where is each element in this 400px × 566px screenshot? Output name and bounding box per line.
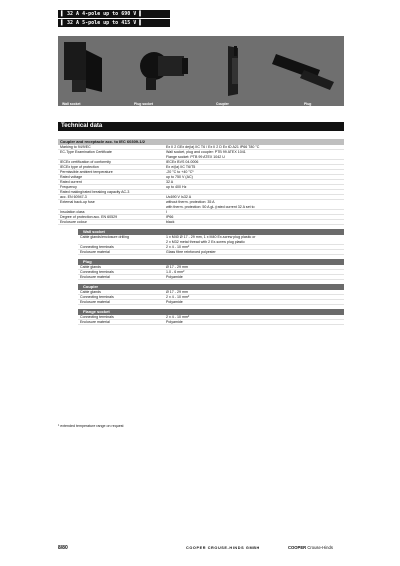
brand-rest: Crouse-Hinds — [306, 545, 333, 550]
row-label: Connecting terminals — [80, 315, 114, 319]
row-label: Rated making/rated breaking capacity AC-3 — [60, 190, 130, 194]
row-value-line: Polyamide — [166, 320, 183, 324]
plug-socket-image — [140, 52, 188, 90]
row-label: Degree of protection acc. EN 60529 — [60, 215, 118, 219]
section-table — [78, 290, 344, 305]
section-table — [78, 265, 344, 280]
row-label: Cable glands — [80, 290, 101, 294]
product-captions — [58, 102, 344, 108]
row-value-line: U≤690 V I≤32 A — [166, 195, 192, 199]
row-value-line: Glass fibre reinforced polyester — [166, 250, 216, 254]
plug-image — [272, 54, 334, 90]
section-block — [58, 229, 344, 255]
page-number: 8/80 — [58, 545, 68, 551]
section-block — [58, 309, 344, 325]
row-label: Permissible ambient temperature — [60, 170, 113, 174]
product-photo-strip — [58, 36, 344, 106]
row-value — [166, 300, 342, 305]
row-value — [166, 200, 342, 210]
caption-plug: Plug — [304, 102, 312, 106]
row-value-line: Wall socket, plug and coupler: PTB 99 ATEX 1041 — [166, 150, 246, 154]
row-value-line: 2 x 4 - 10 mm² — [166, 295, 190, 299]
data-row — [58, 200, 344, 210]
row-value-line: Ex e/(ia) IIC T6/T5 — [166, 165, 196, 169]
row-value — [166, 320, 342, 325]
row-value-line: 1.0 - 6 mm² — [166, 270, 185, 274]
product-images — [58, 36, 344, 106]
data-row — [58, 150, 344, 160]
group-title: Coupler and receptacle acc. to IEC 60309-1/2 — [58, 139, 344, 145]
row-value-line: Polyamide — [166, 300, 183, 304]
row-label: Rated voltage — [60, 175, 83, 179]
row-value — [166, 250, 342, 255]
row-label: Enclosure material — [80, 250, 110, 254]
row-label: Enclosure material — [80, 275, 110, 279]
section-table — [78, 235, 344, 255]
row-label: EC-Type Examination Certificate — [60, 150, 112, 154]
row-value — [166, 150, 342, 160]
section-block — [58, 259, 344, 280]
row-label: IECEx type of protection — [60, 165, 99, 169]
row-value-line: Polyamide — [166, 275, 183, 279]
caption-plug-socket: Plug socket — [134, 102, 154, 106]
row-value — [166, 275, 342, 280]
technical-data-title: Technical data — [58, 122, 344, 131]
data-row — [58, 220, 344, 225]
row-label: Enclosure colour — [60, 220, 87, 224]
row-label: Insulation class — [60, 210, 85, 214]
row-label: Cable glands/enclosure drilling — [80, 235, 129, 239]
data-row — [78, 300, 344, 305]
technical-data-table — [58, 139, 344, 329]
row-value-line: without therm. protection: 35 A — [166, 200, 215, 204]
data-row — [78, 250, 344, 255]
row-value-line: 1 x M40 Ø 17 - 29 mm, 1 x M40 Ex-screw plug plastic or — [166, 235, 256, 239]
row-value-line: 2 x 4 - 10 mm² — [166, 315, 190, 319]
row-label: acc. EN 60947-3 — [60, 195, 87, 199]
caption-coupler: Coupler — [216, 102, 229, 106]
header-line-2: ▌ 32 A 5-pole up to 415 V ▌ — [58, 19, 170, 27]
caption-wall-socket: Wall socket — [62, 102, 81, 106]
row-label: Connecting terminals — [80, 295, 114, 299]
section-title: Plug — [78, 259, 344, 265]
row-value — [166, 235, 342, 245]
row-label: Cable glands — [80, 265, 101, 269]
row-label: Frequency — [60, 185, 77, 189]
row-value-line: up to 400 Hz — [166, 185, 187, 189]
row-value-line: Ø 17 - 29 mm — [166, 265, 188, 269]
section-title: Wall socket — [78, 229, 344, 235]
row-value-line: 2 x M32 metal thread with 2 Ex-screw plug plastic — [166, 240, 245, 244]
row-value — [166, 220, 342, 225]
row-label: Connecting terminals — [80, 270, 114, 274]
row-value-line: IP66 — [166, 215, 174, 219]
header-line-1: ▌ 32 A 4-pole up to 690 V ▌ — [58, 10, 170, 18]
row-value-line: 2 x 4 - 10 mm² — [166, 245, 190, 249]
row-label: Connecting terminals — [80, 245, 114, 249]
technical-data-rows — [58, 145, 344, 225]
row-value-line: -20 °C to +40 °C¹ — [166, 170, 194, 174]
brand-bold: COOPER — [288, 545, 307, 550]
data-row — [78, 235, 344, 245]
product-sections — [58, 229, 344, 325]
row-label: Rated current — [60, 180, 82, 184]
section-block — [58, 284, 344, 305]
row-value-line: with therm. protection: 50 A gL (rated current 32 A set to — [166, 205, 255, 209]
row-value-line: up to 750 V (AC) — [166, 175, 193, 179]
row-value-line: 32 A — [166, 180, 174, 184]
section-title: Flange socket — [78, 309, 344, 315]
data-row — [78, 275, 344, 280]
row-value-line: black — [166, 220, 175, 224]
data-row — [78, 320, 344, 325]
section-table — [78, 315, 344, 325]
row-value-line: Flange socket: PTB 99 ATEX 1042 U — [166, 155, 225, 159]
row-value-line: Ex II 2 GEx de(ia) IIC T6 / Ex II 2 D Ex tD A21 IP66 T80 °C — [166, 145, 260, 149]
coupler-image — [228, 46, 238, 96]
row-label: External back-up fuse — [60, 200, 95, 204]
row-value-line: IECEx BVS 04.0006 — [166, 160, 199, 164]
wall-socket-image — [64, 42, 102, 92]
company-name: COOPER CROUSE-HINDS GMBH — [186, 546, 260, 550]
section-title: Coupler — [78, 284, 344, 290]
footnote: ¹ extended temperature range on request — [58, 424, 124, 428]
row-label: Enclosure material — [80, 300, 110, 304]
row-label: IECEx certification of conformity — [60, 160, 111, 164]
row-value-line: I — [166, 210, 167, 214]
row-label: Enclosure material — [80, 320, 110, 324]
row-value-line: Ø 17 - 29 mm — [166, 290, 188, 294]
row-label: Marking to 94/9/EC — [60, 145, 91, 149]
brand-logo — [288, 545, 333, 550]
